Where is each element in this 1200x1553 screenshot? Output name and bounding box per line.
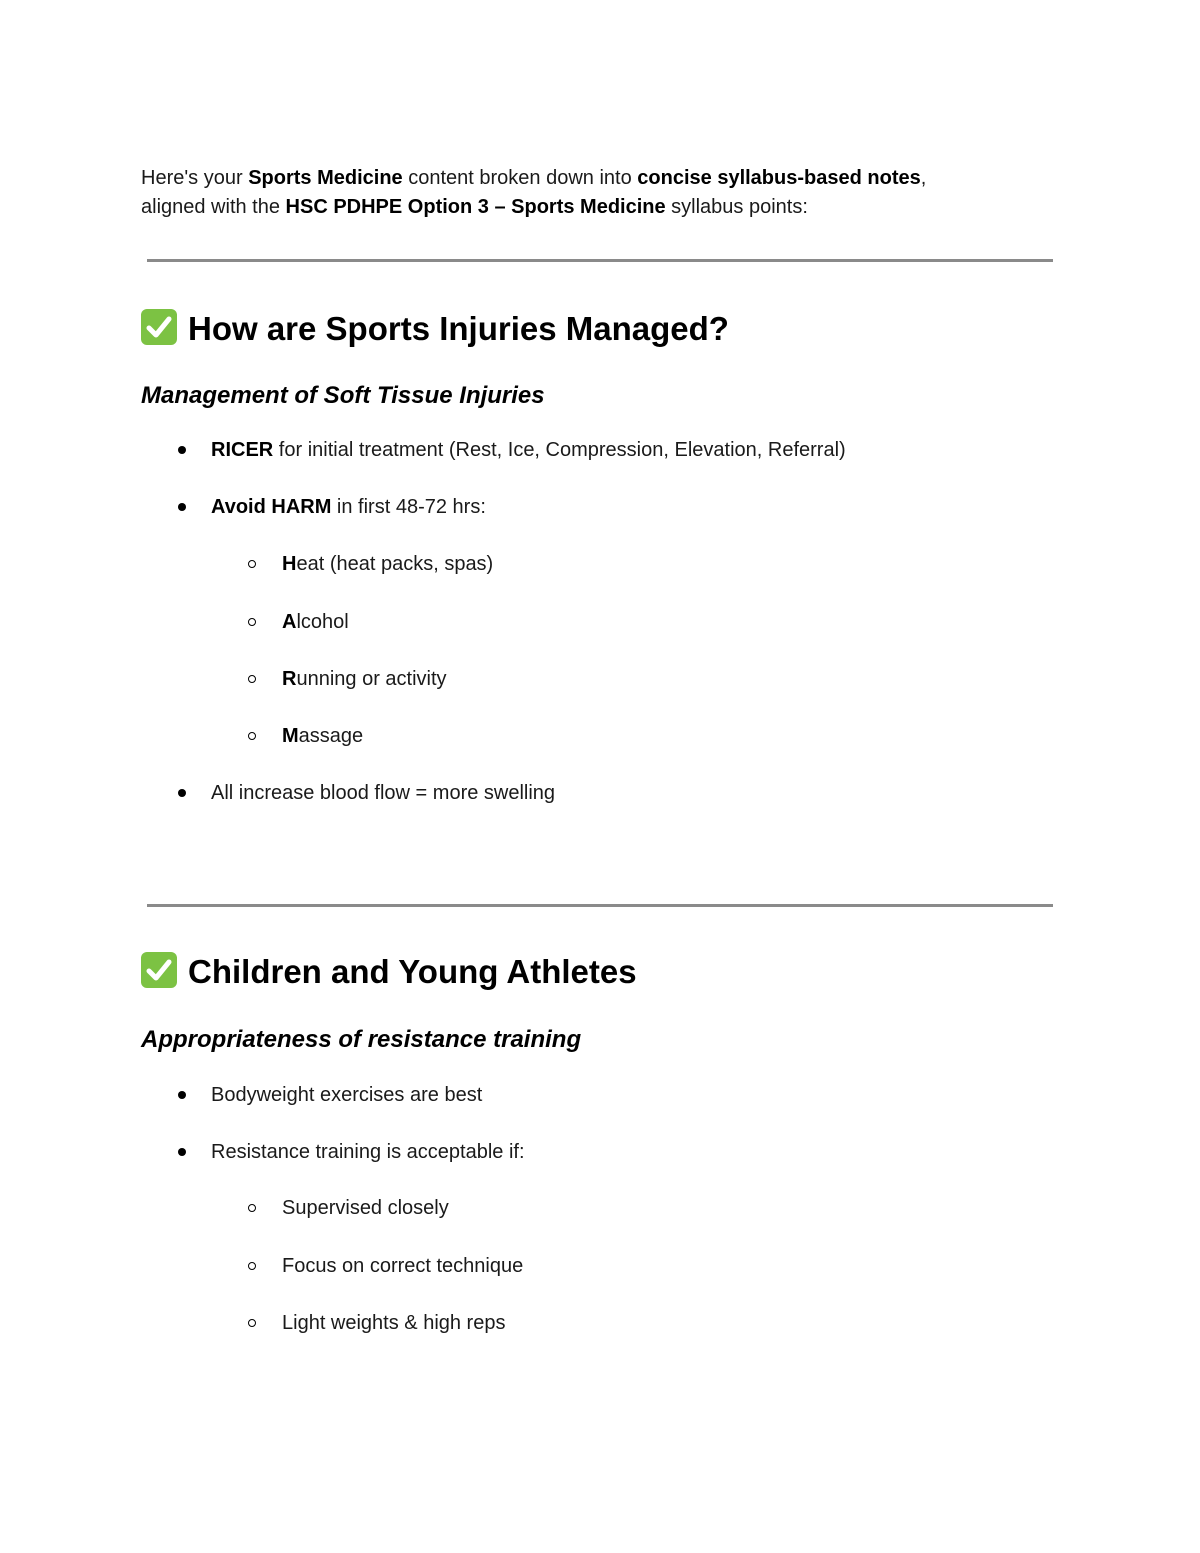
hollow-bullet-icon — [248, 732, 256, 740]
intro-bold: concise syllabus-based notes — [637, 167, 921, 189]
bullet-icon — [178, 789, 186, 797]
list-item-text: for initial treatment (Rest, Ice, Compression, Elevation, Referral) — [273, 439, 846, 461]
section-title: Children and Young Athletes — [188, 953, 637, 990]
list-item — [211, 437, 846, 463]
intro-bold: HSC PDHPE Option 3 – Sports Medicine — [285, 196, 666, 218]
list-item-text: Light weights & high reps — [282, 1312, 506, 1334]
hollow-bullet-icon — [248, 560, 256, 568]
hollow-bullet-icon — [248, 675, 256, 683]
section-heading-young-athletes — [141, 952, 637, 992]
sub-list-item — [282, 1195, 449, 1221]
list-item-text: Supervised closely — [282, 1197, 449, 1219]
intro-text: , — [920, 167, 927, 189]
bullet-icon — [178, 1091, 186, 1099]
list-item-text: unning or activity — [296, 668, 447, 690]
list-item — [211, 780, 555, 806]
list-item-text: eat (heat packs, spas) — [296, 553, 494, 575]
list-item-bold: A — [282, 611, 297, 633]
subheading-soft-tissue: Management of Soft Tissue Injuries — [141, 382, 545, 409]
list-item — [211, 1082, 482, 1108]
list-item-text: Focus on correct technique — [282, 1255, 524, 1277]
intro-text: content broken down into — [402, 167, 638, 189]
horizontal-rule — [147, 904, 1053, 907]
intro-text: Here's your — [141, 167, 249, 189]
sub-list-item — [282, 1253, 523, 1279]
horizontal-rule — [147, 259, 1053, 262]
intro-paragraph — [141, 164, 1061, 222]
bullet-icon — [178, 1148, 186, 1156]
hollow-bullet-icon — [248, 1319, 256, 1327]
list-item-bold: H — [282, 553, 297, 575]
sub-list-item — [282, 551, 493, 577]
bullet-icon — [178, 446, 186, 454]
sub-list-item — [282, 609, 349, 635]
hollow-bullet-icon — [248, 1262, 256, 1270]
section-title: How are Sports Injuries Managed? — [188, 310, 729, 347]
subheading-resistance-training: Appropriateness of resistance training — [141, 1026, 582, 1053]
sub-list-item — [282, 666, 447, 692]
list-item — [211, 1139, 525, 1165]
hollow-bullet-icon — [248, 1204, 256, 1212]
bullet-icon — [178, 503, 186, 511]
intro-text: syllabus points: — [665, 196, 808, 218]
list-item-text: in first 48-72 hrs: — [331, 496, 486, 518]
intro-text: aligned with the — [141, 196, 286, 218]
list-item-text: All increase blood flow = more swelling — [211, 782, 556, 804]
list-item-text: lcohol — [296, 611, 349, 633]
list-item-bold: Avoid HARM — [211, 496, 332, 518]
intro-bold: Sports Medicine — [248, 167, 403, 189]
list-item-bold: RICER — [211, 439, 274, 461]
list-item-bold: M — [282, 725, 299, 747]
list-item-text: assage — [298, 725, 364, 747]
sub-list-item — [282, 723, 363, 749]
sub-list-item — [282, 1310, 505, 1336]
list-item-text: Resistance training is acceptable if: — [211, 1141, 525, 1163]
list-item — [211, 494, 486, 520]
check-mark-icon — [141, 952, 177, 988]
check-mark-icon — [141, 309, 177, 345]
list-item-bold: R — [282, 668, 297, 690]
section-heading-injury-management — [141, 309, 729, 349]
hollow-bullet-icon — [248, 618, 256, 626]
list-item-text: Bodyweight exercises are best — [211, 1084, 483, 1106]
